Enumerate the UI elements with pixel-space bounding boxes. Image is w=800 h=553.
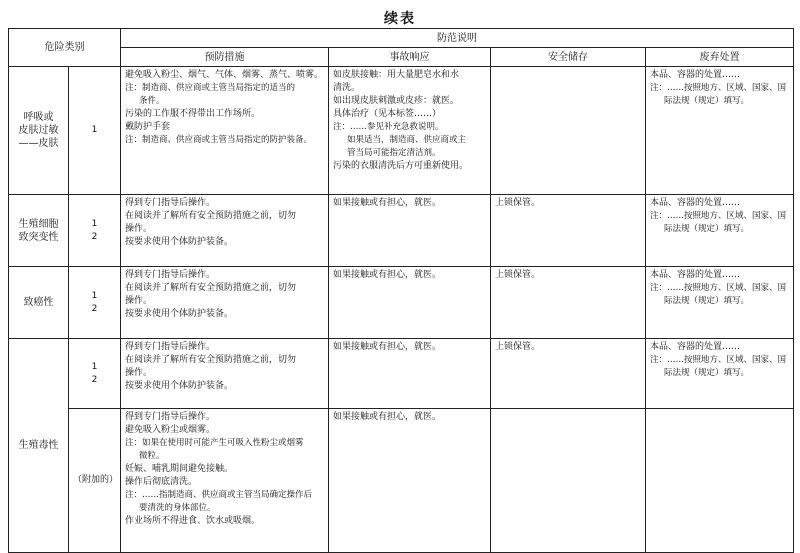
- header-safe-storage: 安全储存: [491, 48, 646, 67]
- measures-reproductive: 得到专门指导后操作。 在阅读并了解所有安全预防措施之前，切勿 操作。 按要求使用个体防护装备。: [121, 339, 329, 409]
- level-respiratory: 1: [69, 67, 121, 195]
- table-row: [9, 195, 794, 267]
- header-prevention-measures: 预防措施: [121, 48, 329, 67]
- disposal-carcinogen: 本品、容器的处置…… 注：……按照地方、区域、国家、国 际法规（规定）填写。: [646, 267, 794, 339]
- header-hazard-category: 危险类别: [9, 29, 121, 67]
- category-reproductive: 生殖毒性: [9, 339, 69, 553]
- level-carcinogen: 1 2: [69, 267, 121, 339]
- storage-germ-cell: 上锁保管。: [491, 195, 646, 267]
- disposal-germ-cell: 本品、容器的处置…… 注：……按照地方、区域、国家、国 际法规（规定）填写。: [646, 195, 794, 267]
- category-germ-cell: 生殖细胞 致突变性: [9, 195, 69, 267]
- header-prevention-description: 防范说明: [121, 29, 794, 48]
- table-row: [9, 267, 794, 339]
- measures-germ-cell: 得到专门指导后操作。 在阅读并了解所有安全预防措施之前，切勿 操作。 按要求使用个体防护装备。: [121, 195, 329, 267]
- hazard-precaution-table: [8, 28, 794, 553]
- measures-respiratory: 避免吸入粉尘、烟气、气体、烟雾、蒸气、喷雾。 注：制造商、供应商或主管当局指定的适当的 条件。 污染的工作服不得带出工作场所。 戴防护手套 注：制造商、供应商或主管当局指定的防护装备。: [121, 67, 329, 195]
- response-reproductive: 如果接触或有担心，就医。: [329, 339, 491, 409]
- measures-reproductive-additional: 得到专门指导后操作。 避免吸入粉尘或烟雾。 注：如果在使用时可能产生可吸入性粉尘或烟雾 微粒。 妊娠、哺乳期间避免接触。 操作后彻底清洗。 注：……指制造商、供应商或主管当局确定操作后 要清洗的身体部位。 作业场所不得进食、饮水或吸烟。: [121, 409, 329, 553]
- disposal-reproductive-additional: [646, 409, 794, 553]
- storage-carcinogen: 上锁保管。: [491, 267, 646, 339]
- category-respiratory: 呼吸或 皮肤过敏 ——皮肤: [9, 67, 69, 195]
- disposal-reproductive: 本品、容器的处置…… 注：……按照地方、区域、国家、国 际法规（规定）填写。: [646, 339, 794, 409]
- table-row: [9, 67, 794, 195]
- disposal-respiratory: 本品、容器的处置…… 注：……按照地方、区域、国家、国 际法规（规定）填写。: [646, 67, 794, 195]
- response-germ-cell: 如果接触或有担心，就医。: [329, 195, 491, 267]
- category-carcinogen: 致癌性: [9, 267, 69, 339]
- storage-reproductive: 上锁保管。: [491, 339, 646, 409]
- page-title: 续表: [384, 11, 416, 27]
- response-respiratory: 如皮肤接触：用大量肥皂水和水 清洗。 如出现皮肤刺激或皮疹：就医。 具体治疗（见本标签……） 注：……参见补充急救说明。 如果适当，制造商、供应商或主 管当局可能指定清洁剂。 污染的衣服清洗后方可重新使用。: [329, 67, 491, 195]
- storage-respiratory: [491, 67, 646, 195]
- header-disposal: 废弃处置: [646, 48, 794, 67]
- level-germ-cell: 1 2: [69, 195, 121, 267]
- storage-reproductive-additional: [491, 409, 646, 553]
- header-accident-response: 事故响应: [329, 48, 491, 67]
- level-reproductive-additional: （附加的）: [69, 409, 121, 553]
- level-reproductive: 1 2: [69, 339, 121, 409]
- response-carcinogen: 如果接触或有担心，就医。: [329, 267, 491, 339]
- measures-carcinogen: 得到专门指导后操作。 在阅读并了解所有安全预防措施之前，切勿 操作。 按要求使用个体防护装备。: [121, 267, 329, 339]
- table-row: [9, 409, 794, 553]
- response-reproductive-additional: 如果接触或有担心，就医。: [329, 409, 491, 553]
- table-row: [9, 339, 794, 409]
